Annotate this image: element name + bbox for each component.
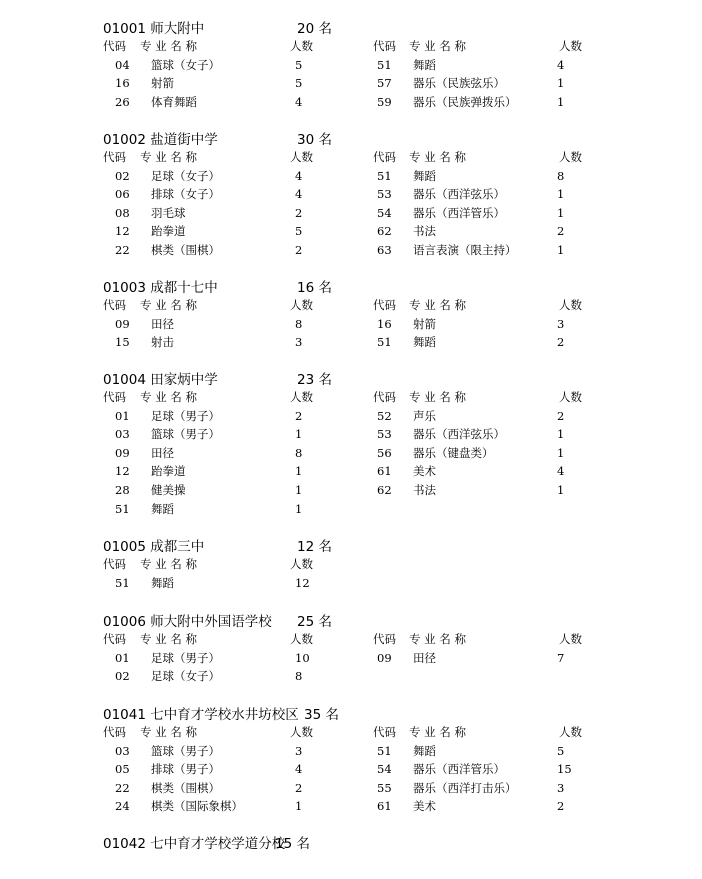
- school-code: 01042: [103, 836, 146, 852]
- column-header-code: 代码: [103, 298, 126, 312]
- column-header-code: 代码: [103, 725, 126, 739]
- major-code: 09: [377, 650, 392, 665]
- major-count: 8: [295, 669, 303, 684]
- major-count: 4: [295, 762, 303, 777]
- column-header-code: 代码: [373, 390, 396, 404]
- major-count: 8: [295, 316, 303, 331]
- column-header-count: 人数: [559, 298, 582, 312]
- major-code: 51: [377, 335, 392, 350]
- school-title: [103, 616, 272, 630]
- column-header-major: 专 业 名 称: [140, 632, 197, 646]
- major-count: 8: [295, 445, 303, 460]
- major-count: 15: [557, 762, 572, 777]
- major-name: 篮球（男子）: [151, 427, 220, 442]
- column-header-major: 专 业 名 称: [409, 150, 466, 164]
- major-name: 舞蹈: [413, 743, 436, 758]
- school-title: [103, 23, 204, 37]
- major-count: 7: [557, 650, 565, 665]
- school-code: 01003: [103, 280, 146, 296]
- major-name: 跆拳道: [151, 464, 186, 479]
- school-title: [103, 709, 299, 723]
- major-count: 3: [295, 743, 303, 758]
- major-code: 02: [115, 168, 130, 183]
- major-name: 篮球（女子）: [151, 57, 220, 72]
- school-name: 盐道街中学: [150, 132, 218, 148]
- major-name: 射击: [151, 335, 174, 350]
- major-code: 09: [115, 445, 130, 460]
- major-code: 59: [377, 94, 392, 109]
- column-header-major: 专 业 名 称: [140, 150, 197, 164]
- major-code: 51: [377, 57, 392, 72]
- major-count: 1: [295, 427, 303, 442]
- school-title: [103, 541, 204, 555]
- major-code: 22: [115, 780, 130, 795]
- major-name: 棋类（围棋）: [151, 780, 220, 795]
- major-name: 语言表演（限主持）: [413, 243, 517, 257]
- major-name: 器乐（西洋打击乐）: [413, 780, 517, 795]
- column-header-major: 专 业 名 称: [409, 39, 466, 53]
- column-header-count: 人数: [290, 150, 313, 164]
- major-name: 羽毛球: [151, 205, 186, 220]
- major-code: 12: [115, 224, 130, 239]
- major-count: 1: [295, 464, 303, 479]
- major-code: 26: [115, 94, 130, 109]
- major-code: 15: [115, 335, 130, 350]
- major-count: 1: [295, 501, 303, 516]
- major-name: 器乐（西洋管乐）: [413, 762, 505, 777]
- column-header-code: 代码: [373, 150, 396, 164]
- column-header-count: 人数: [559, 39, 582, 53]
- major-count: 10: [295, 650, 310, 665]
- major-count: 5: [295, 224, 303, 239]
- column-header-major: 专 业 名 称: [140, 298, 197, 312]
- major-code: 61: [377, 799, 392, 814]
- column-header-code: 代码: [103, 632, 126, 646]
- major-name: 舞蹈: [413, 168, 436, 183]
- major-name: 足球（男子）: [151, 650, 220, 665]
- major-name: 舞蹈: [413, 57, 436, 72]
- major-count: 1: [557, 94, 565, 109]
- major-code: 01: [115, 650, 130, 665]
- major-name: 器乐（西洋管乐）: [413, 205, 505, 220]
- major-code: 54: [377, 762, 392, 777]
- school-quota: 23 名: [297, 372, 332, 388]
- major-name: 排球（女子）: [151, 187, 220, 202]
- school-quota: 12 名: [297, 539, 332, 555]
- major-name: 田径: [151, 445, 174, 460]
- major-code: 06: [115, 187, 130, 202]
- major-count: 3: [295, 335, 303, 350]
- major-name: 舞蹈: [151, 501, 174, 516]
- column-header-code: 代码: [373, 39, 396, 53]
- school-code: 01041: [103, 707, 146, 723]
- major-code: 08: [115, 205, 130, 220]
- major-code: 63: [377, 243, 392, 257]
- major-count: 1: [557, 243, 565, 257]
- major-code: 54: [377, 205, 392, 220]
- column-header-count: 人数: [290, 39, 313, 53]
- major-code: 02: [115, 669, 130, 684]
- major-name: 跆拳道: [151, 224, 186, 239]
- major-code: 51: [377, 743, 392, 758]
- major-count: 1: [557, 76, 565, 91]
- column-header-major: 专 业 名 称: [140, 725, 197, 739]
- school-name: 师大附中: [150, 21, 205, 37]
- major-count: 4: [295, 168, 303, 183]
- major-name: 舞蹈: [151, 575, 174, 590]
- school-name: 七中育才学校水井坊校区: [150, 707, 299, 723]
- major-count: 2: [557, 408, 565, 423]
- major-count: 1: [557, 483, 565, 497]
- major-name: 舞蹈: [413, 335, 436, 350]
- major-code: 16: [377, 316, 392, 331]
- major-code: 51: [377, 168, 392, 183]
- major-count: 4: [557, 464, 565, 479]
- column-header-code: 代码: [103, 557, 126, 571]
- major-count: 4: [295, 187, 303, 202]
- school-name: 七中育才学校学道分校: [150, 836, 286, 852]
- school-quota: 16 名: [297, 280, 332, 296]
- major-code: 62: [377, 224, 392, 239]
- school-name: 田家炳中学: [150, 372, 218, 388]
- major-code: 04: [115, 57, 130, 72]
- major-count: 2: [295, 205, 303, 220]
- major-count: 3: [557, 316, 565, 331]
- major-code: 12: [115, 464, 130, 479]
- school-name: 成都三中: [150, 539, 205, 555]
- major-name: 器乐（键盘类）: [413, 445, 494, 460]
- major-code: 09: [115, 316, 130, 331]
- school-title: [103, 282, 218, 296]
- major-name: 书法: [413, 224, 436, 239]
- major-name: 美术: [413, 464, 436, 479]
- column-header-major: 专 业 名 称: [140, 39, 197, 53]
- major-code: 61: [377, 464, 392, 479]
- major-code: 24: [115, 799, 130, 814]
- major-name: 书法: [413, 483, 436, 497]
- column-header-code: 代码: [373, 298, 396, 312]
- column-header-code: 代码: [103, 39, 126, 53]
- column-header-count: 人数: [290, 557, 313, 571]
- column-header-code: 代码: [103, 390, 126, 404]
- major-code: 62: [377, 483, 392, 497]
- school-title: [103, 134, 218, 148]
- major-count: 1: [295, 799, 303, 814]
- school-code: 01002: [103, 132, 146, 148]
- major-name: 田径: [151, 316, 174, 331]
- school-name: 成都十七中: [150, 280, 218, 296]
- major-count: 5: [295, 57, 303, 72]
- column-header-major: 专 业 名 称: [409, 632, 466, 646]
- major-code: 52: [377, 408, 392, 423]
- school-title: [103, 374, 218, 388]
- school-code: 01004: [103, 372, 146, 388]
- major-count: 5: [557, 743, 565, 758]
- major-code: 53: [377, 187, 392, 202]
- major-code: 03: [115, 427, 130, 442]
- school-code: 01001: [103, 21, 146, 37]
- column-header-count: 人数: [559, 390, 582, 404]
- major-name: 棋类（围棋）: [151, 243, 220, 257]
- major-code: 16: [115, 76, 130, 91]
- column-header-count: 人数: [559, 632, 582, 646]
- school-code: 01006: [103, 614, 146, 630]
- major-count: 1: [295, 483, 303, 497]
- major-name: 器乐（西洋弦乐）: [413, 187, 505, 202]
- major-name: 声乐: [413, 408, 436, 423]
- major-name: 足球（女子）: [151, 669, 220, 684]
- major-count: 3: [557, 780, 565, 795]
- major-name: 田径: [413, 650, 436, 665]
- major-count: 2: [295, 408, 303, 423]
- school-quota: 15 名: [275, 836, 310, 852]
- major-count: 4: [295, 94, 303, 109]
- major-name: 射箭: [413, 316, 436, 331]
- major-count: 2: [295, 243, 303, 257]
- major-count: 1: [557, 205, 565, 220]
- column-header-major: 专 业 名 称: [409, 725, 466, 739]
- major-code: 53: [377, 427, 392, 442]
- column-header-count: 人数: [559, 150, 582, 164]
- column-header-count: 人数: [290, 390, 313, 404]
- major-name: 排球（男子）: [151, 762, 220, 777]
- school-title: [103, 838, 285, 852]
- major-count: 2: [557, 335, 565, 350]
- major-code: 05: [115, 762, 130, 777]
- school-name: 师大附中外国语学校: [150, 614, 272, 630]
- column-header-major: 专 业 名 称: [140, 390, 197, 404]
- major-name: 美术: [413, 799, 436, 814]
- school-quota: 30 名: [297, 132, 332, 148]
- major-code: 56: [377, 445, 392, 460]
- major-code: 03: [115, 743, 130, 758]
- column-header-code: 代码: [373, 632, 396, 646]
- major-name: 器乐（民族弦乐）: [413, 76, 505, 91]
- major-count: 2: [557, 224, 565, 239]
- major-name: 篮球（男子）: [151, 743, 220, 758]
- major-code: 22: [115, 243, 130, 257]
- major-count: 2: [557, 799, 565, 814]
- column-header-count: 人数: [559, 725, 582, 739]
- major-name: 足球（女子）: [151, 168, 220, 183]
- major-code: 57: [377, 76, 392, 91]
- major-name: 健美操: [151, 483, 186, 497]
- major-name: 器乐（西洋弦乐）: [413, 427, 505, 442]
- major-name: 足球（男子）: [151, 408, 220, 423]
- column-header-code: 代码: [103, 150, 126, 164]
- column-header-major: 专 业 名 称: [409, 390, 466, 404]
- major-count: 8: [557, 168, 565, 183]
- school-code: 01005: [103, 539, 146, 555]
- column-header-count: 人数: [290, 725, 313, 739]
- major-count: 5: [295, 76, 303, 91]
- school-quota: 35 名: [304, 707, 339, 723]
- major-count: 12: [295, 575, 310, 590]
- major-name: 体育舞蹈: [151, 94, 197, 109]
- major-count: 1: [557, 427, 565, 442]
- column-header-count: 人数: [290, 632, 313, 646]
- school-quota: 20 名: [297, 21, 332, 37]
- column-header-count: 人数: [290, 298, 313, 312]
- major-count: 2: [295, 780, 303, 795]
- major-count: 1: [557, 445, 565, 460]
- major-code: 55: [377, 780, 392, 795]
- column-header-major: 专 业 名 称: [409, 298, 466, 312]
- major-code: 28: [115, 483, 130, 497]
- major-code: 01: [115, 408, 130, 423]
- column-header-code: 代码: [373, 725, 396, 739]
- major-name: 射箭: [151, 76, 174, 91]
- major-count: 4: [557, 57, 565, 72]
- major-code: 51: [115, 501, 130, 516]
- school-quota: 25 名: [297, 614, 332, 630]
- column-header-major: 专 业 名 称: [140, 557, 197, 571]
- major-count: 1: [557, 187, 565, 202]
- major-name: 器乐（民族弹拨乐）: [413, 94, 517, 109]
- major-name: 棋类（国际象棋）: [151, 799, 243, 814]
- major-code: 51: [115, 575, 130, 590]
